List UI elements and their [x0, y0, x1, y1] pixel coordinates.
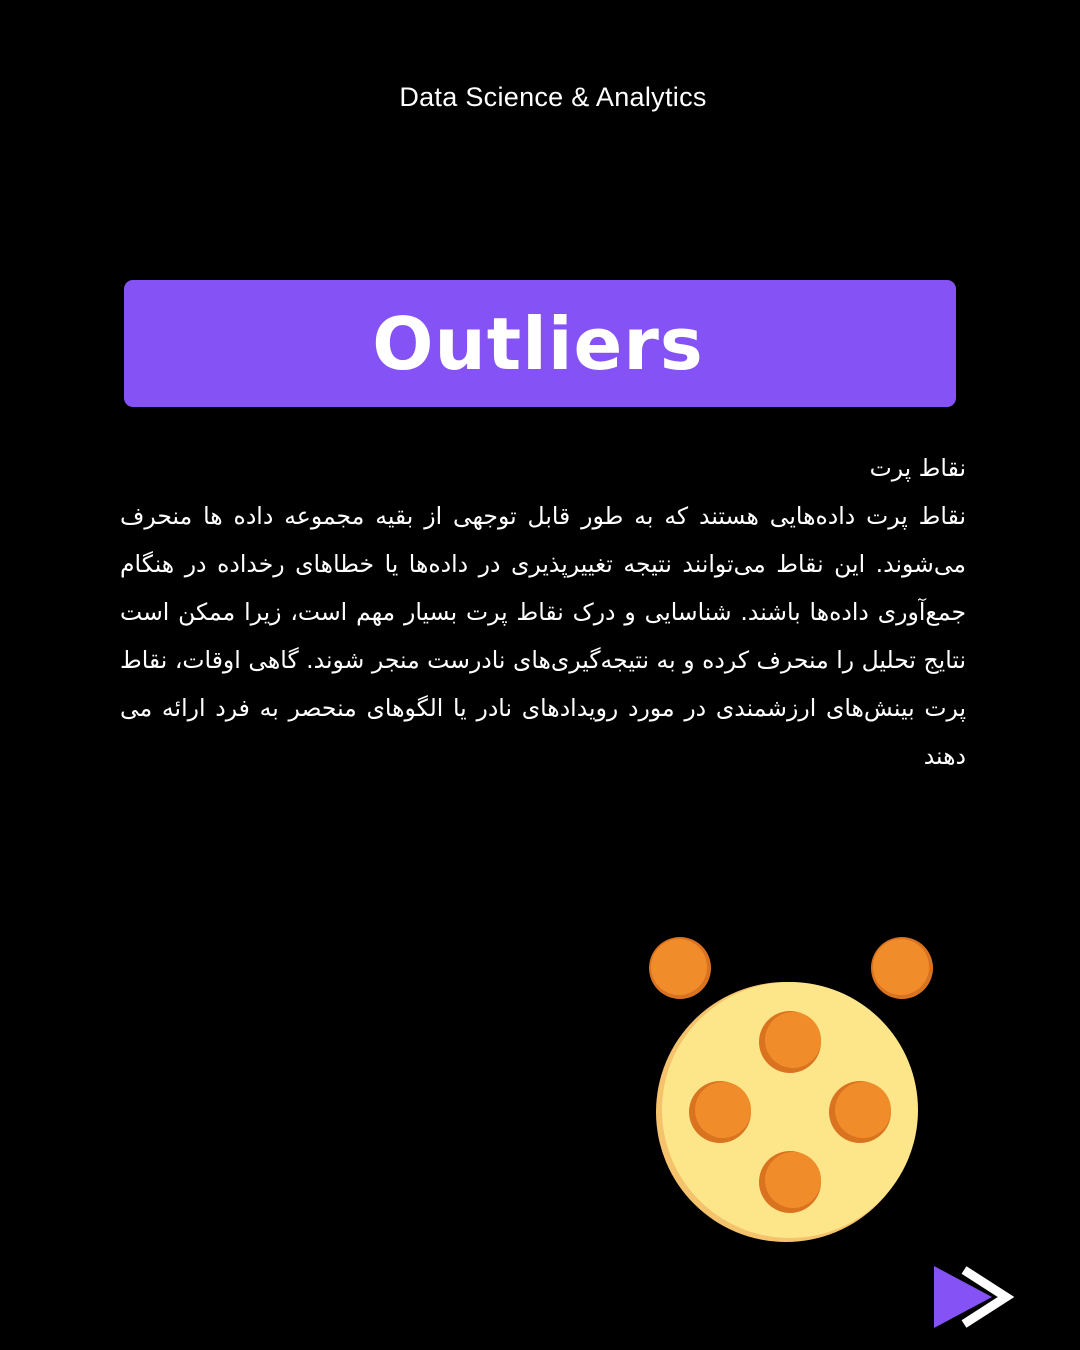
content-body	[120, 444, 966, 780]
page-title: Outliers	[372, 301, 704, 386]
next-slide-button[interactable]	[930, 1264, 1016, 1330]
title-banner	[124, 280, 956, 407]
content-paragraph: نقاط پرت داده‌هایی هستند که به طور قابل توجهی از بقیه مجموعه داده ها منحرف می‌شوند. این نقاط می‌توانند نتیجه تغییرپذیری در داده‌ها یا خطاهای رخداده در هنگام جمع‌آوری داده‌ها باشند. شناسایی و درک نقاط پرت بسیار مهم است، زیرا ممکن است نتایج تحلیل را منحرف کرده و به نتیجه‌گیری‌های نادرست منجر شوند. گاهی اوقات، نقاط پرت بینش‌های ارزشمندی در مورد رویدادهای نادر یا الگوهای منحصر به فرد ارائه می دهند	[120, 502, 966, 770]
outlier-dots-icon	[640, 930, 940, 1250]
page-header-label: Data Science & Analytics	[399, 82, 707, 112]
outlier-illustration	[640, 930, 940, 1250]
double-chevron-right-icon	[930, 1264, 1016, 1330]
content-subtitle: نقاط پرت	[869, 454, 966, 482]
